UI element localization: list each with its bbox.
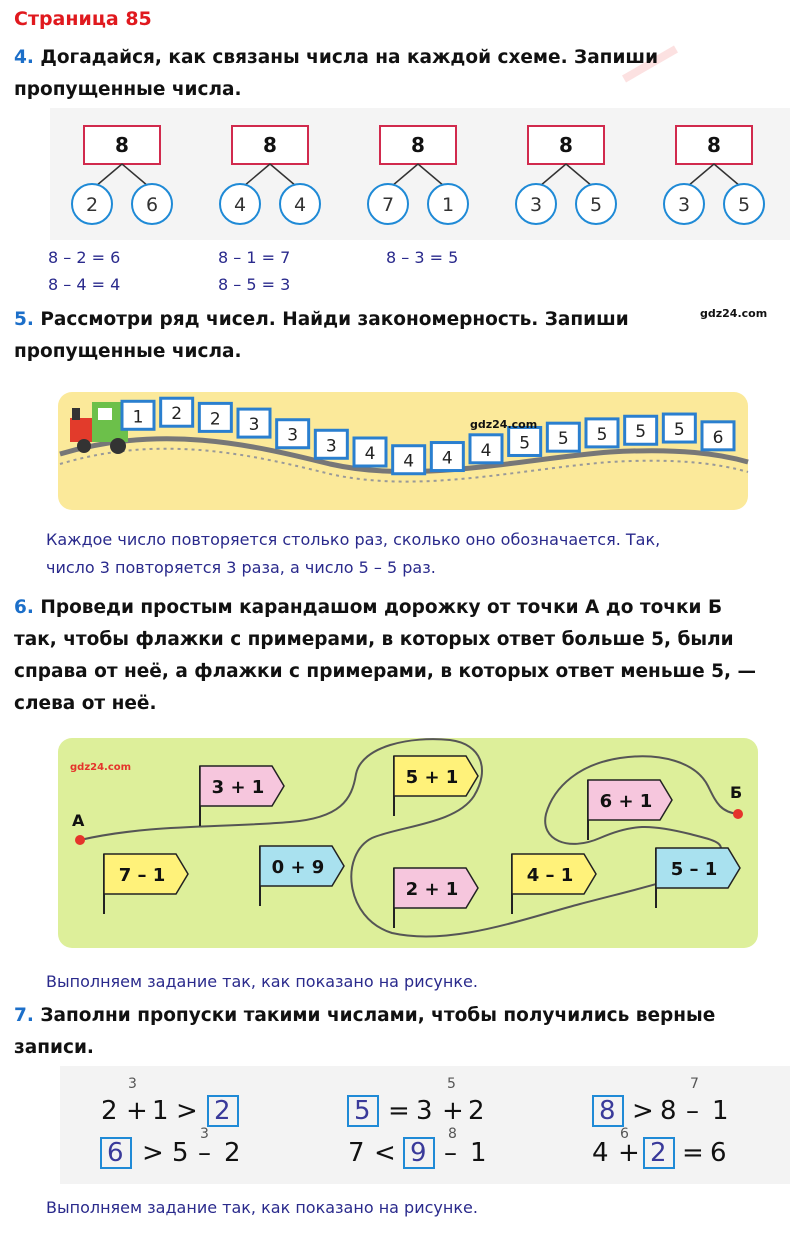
scheme-part-right: 4 xyxy=(293,194,307,216)
task4-line1: Догадайся, как связаны числа на каждой схеме. Запиши xyxy=(33,47,659,68)
task4-number: 4. xyxy=(14,47,34,68)
train-car-number: 4 xyxy=(364,444,376,464)
operand: 1 xyxy=(470,1138,487,1168)
hint-note: 3 xyxy=(200,1126,209,1142)
train-car xyxy=(354,438,386,466)
train-car-number: 3 xyxy=(325,436,337,457)
scheme-part-left: 4 xyxy=(233,194,247,216)
scheme-total: 8 xyxy=(263,133,277,157)
task4-answer-col3 xyxy=(386,244,458,271)
train-car-number: 1 xyxy=(132,407,144,428)
train-car-number: 5 xyxy=(673,420,685,441)
train-car-number: 4 xyxy=(441,448,453,469)
flag-label: 4 – 1 xyxy=(526,865,574,886)
train-car xyxy=(702,422,734,450)
operand: 1 xyxy=(152,1096,169,1126)
train-car xyxy=(547,423,579,451)
answer-value: 2 xyxy=(214,1096,231,1126)
train-car-number: 5 xyxy=(596,424,608,445)
flag-label: 3 + 1 xyxy=(211,777,265,798)
task6-number: 6. xyxy=(14,597,34,618)
scheme-part-left: 7 xyxy=(381,194,395,216)
operand: 3 xyxy=(416,1096,433,1126)
task6-line2: так, чтобы флажки с примерами, в которых ответ больше 5, были xyxy=(14,629,734,650)
flag-label: 0 + 9 xyxy=(271,857,325,878)
point-a-dot xyxy=(75,835,85,845)
answer-line: Каждое число повторяется столько раз, сколько оно обозначается. Так, xyxy=(46,530,661,549)
train-car xyxy=(586,419,618,447)
task4-answer-col1 xyxy=(48,244,120,298)
task4-line2: пропущенные числа. xyxy=(14,79,242,100)
equals: = xyxy=(682,1138,704,1168)
scheme-total: 8 xyxy=(411,133,425,157)
point-b-label: Б xyxy=(730,783,743,802)
train-car-number: 2 xyxy=(171,404,183,425)
task7-answer: Выполняем задание так, как показано на рисунке. xyxy=(46,1198,478,1217)
task7-line1: Заполни пропуски такими числами, чтобы получились верные xyxy=(33,1005,716,1026)
answer-value: 6 xyxy=(107,1138,124,1168)
task7-number: 7. xyxy=(14,1005,34,1026)
task7-expressions xyxy=(0,1066,800,1186)
scheme-total: 8 xyxy=(707,133,721,157)
train-car-number: 4 xyxy=(480,440,492,461)
task6-line3: справа от неё, а флажки с примерами, в которых ответ меньше 5, — xyxy=(14,661,757,682)
task7-line2: записи. xyxy=(14,1037,94,1058)
train-car xyxy=(663,414,695,442)
flag-label: 2 + 1 xyxy=(405,879,459,900)
operand: 8 xyxy=(660,1096,677,1126)
task6-line4: слева от неё. xyxy=(14,693,157,714)
task4-schemes xyxy=(0,108,800,248)
scheme-total: 8 xyxy=(559,133,573,157)
train-car-number: 5 xyxy=(519,433,531,454)
operand: 5 xyxy=(172,1138,189,1168)
task6-answer: Выполняем задание так, как показано на рисунке. xyxy=(46,972,478,991)
scheme-part-right: 6 xyxy=(145,194,159,216)
flag-label: 5 – 1 xyxy=(670,859,718,880)
hint-note: 8 xyxy=(448,1126,457,1142)
scheme-part-left: 3 xyxy=(677,194,691,216)
watermark-text: gdz24.com xyxy=(700,307,768,320)
train-car xyxy=(315,430,347,458)
operand: 7 xyxy=(348,1138,365,1168)
scheme-part-left: 2 xyxy=(85,194,99,216)
answer-line: 8 – 5 = 3 xyxy=(218,275,291,294)
scheme-part-right: 5 xyxy=(589,194,603,216)
answer-value: 8 xyxy=(599,1096,616,1126)
answer-line: 8 – 2 = 6 xyxy=(48,248,121,267)
train-car-number: 3 xyxy=(287,425,299,446)
operator: + xyxy=(442,1096,464,1126)
task5-text xyxy=(14,304,629,368)
comparison: > xyxy=(632,1096,654,1126)
task5-answer xyxy=(46,526,660,582)
operator: – xyxy=(444,1138,457,1168)
train-car xyxy=(122,401,154,429)
answer-value: 2 xyxy=(650,1138,667,1168)
train-car xyxy=(470,435,502,463)
task5-line2: пропущенные числа. xyxy=(14,341,242,362)
train-car xyxy=(509,427,541,455)
operand: 1 xyxy=(712,1096,729,1126)
flag-label: 6 + 1 xyxy=(599,791,653,812)
task7-text xyxy=(14,1000,715,1064)
operand: 2 xyxy=(101,1096,118,1126)
task4-answer-col2 xyxy=(218,244,290,298)
operator: – xyxy=(686,1096,699,1126)
watermark-text: gdz24.com xyxy=(470,418,538,431)
task5-line1: Рассмотри ряд чисел. Найди закономерность. Запиши xyxy=(33,309,629,330)
train-car xyxy=(238,409,270,437)
answer-line: 8 – 3 = 5 xyxy=(386,248,459,267)
operator: – xyxy=(198,1138,211,1168)
operand: 2 xyxy=(468,1096,485,1126)
answer-line: 8 – 1 = 7 xyxy=(218,248,291,267)
task6-text xyxy=(14,592,756,720)
hint-note: 7 xyxy=(690,1076,699,1092)
hint-note: 6 xyxy=(620,1126,629,1142)
train-car-number: 2 xyxy=(209,409,221,430)
answer-line: число 3 повторяется 3 раза, а число 5 – 5 раз. xyxy=(46,558,436,577)
operand: 4 xyxy=(592,1138,609,1168)
train-car-number: 5 xyxy=(635,422,647,443)
train-car xyxy=(431,443,463,471)
operator: + xyxy=(126,1096,148,1126)
flag-label: 7 – 1 xyxy=(118,865,166,886)
train-strip xyxy=(0,384,800,512)
operand: 6 xyxy=(710,1138,727,1168)
watermark-text: gdz24.com xyxy=(70,762,132,773)
scheme-part-right: 1 xyxy=(441,194,455,216)
task6-line1: Проведи простым карандашом дорожку от точки А до точки Б xyxy=(33,597,723,618)
train-car-number: 3 xyxy=(248,415,260,436)
hint-note: 5 xyxy=(447,1076,456,1092)
operator: + xyxy=(618,1138,640,1168)
equals: = xyxy=(388,1096,410,1126)
point-b-dot xyxy=(733,809,743,819)
answer-value: 9 xyxy=(410,1138,427,1168)
hint-note: 3 xyxy=(128,1076,137,1092)
point-a-label: А xyxy=(72,811,85,830)
comparison: > xyxy=(142,1138,164,1168)
scheme-part-left: 3 xyxy=(529,194,543,216)
task4-text xyxy=(14,42,658,106)
answer-line: 8 – 4 = 4 xyxy=(48,275,121,294)
train-car-number: 5 xyxy=(557,429,569,450)
train-car xyxy=(625,416,657,444)
comparison: < xyxy=(374,1138,396,1168)
scheme-part-right: 5 xyxy=(737,194,751,216)
train-car xyxy=(199,403,231,431)
comparison: > xyxy=(176,1096,198,1126)
scheme-total: 8 xyxy=(115,133,129,157)
answer-value: 5 xyxy=(354,1096,371,1126)
flags-diagram xyxy=(0,728,800,958)
flag-label: 5 + 1 xyxy=(405,767,459,788)
operand: 2 xyxy=(224,1138,241,1168)
train-car xyxy=(277,420,309,448)
task5-number: 5. xyxy=(14,309,34,330)
train-car xyxy=(161,398,193,426)
train-car xyxy=(393,446,425,474)
page-title: Страница 85 xyxy=(14,8,152,30)
train-car-number: 6 xyxy=(712,427,724,448)
train-car-number: 4 xyxy=(403,451,415,472)
